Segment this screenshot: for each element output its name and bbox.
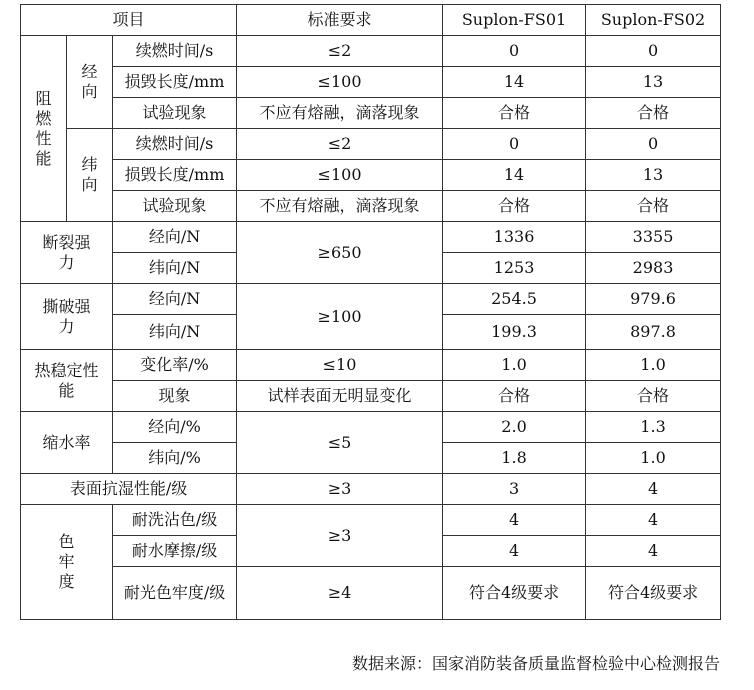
standard-cell: ≤100 (237, 67, 443, 98)
tearing-label: 撕破强力 (21, 284, 113, 350)
sample-1-cell: 3 (443, 474, 586, 505)
sample-1-cell: 0 (443, 36, 586, 67)
item-cell: 损毁长度/mm (113, 160, 237, 191)
flame-weft-label: 纬向 (67, 129, 113, 222)
table-row (21, 284, 721, 315)
sample-2-cell: 合格 (586, 381, 721, 412)
sample-2-cell: 13 (586, 160, 721, 191)
sample-2-cell: 2983 (586, 253, 721, 284)
sample-1-cell: 合格 (443, 191, 586, 222)
item-cell: 耐洗沾色/级 (113, 505, 237, 536)
standard-cell: ≤5 (237, 412, 443, 474)
standard-cell: 不应有熔融，滴落现象 (237, 98, 443, 129)
sample-1-cell: 4 (443, 536, 586, 567)
table-row (21, 160, 721, 191)
table-row (21, 67, 721, 98)
header-sample-1: Suplon-FS01 (443, 5, 586, 36)
sample-2-cell: 1.3 (586, 412, 721, 443)
sample-1-cell: 14 (443, 160, 586, 191)
sample-1-cell: 0 (443, 129, 586, 160)
flame-warp-label: 经向 (67, 36, 113, 129)
standard-cell: ≤2 (237, 129, 443, 160)
sample-2-cell: 13 (586, 67, 721, 98)
sample-1-cell: 254.5 (443, 284, 586, 315)
item-cell: 经向/N (113, 222, 237, 253)
sample-1-cell: 合格 (443, 98, 586, 129)
item-cell: 纬向/% (113, 443, 237, 474)
sample-2-cell: 979.6 (586, 284, 721, 315)
sample-1-cell: 14 (443, 67, 586, 98)
table-row (21, 412, 721, 443)
table-row (21, 350, 721, 381)
header-row (21, 5, 721, 36)
wetting-label: 表面抗湿性能/级 (21, 474, 237, 505)
sample-1-cell: 4 (443, 505, 586, 536)
sample-2-cell: 0 (586, 129, 721, 160)
item-cell: 耐光色牢度/级 (113, 567, 237, 620)
sample-1-cell: 1253 (443, 253, 586, 284)
shrinkage-label: 缩水率 (21, 412, 113, 474)
item-cell: 纬向/N (113, 315, 237, 350)
item-cell: 耐水摩擦/级 (113, 536, 237, 567)
table-row (21, 191, 721, 222)
standard-cell: ≤100 (237, 160, 443, 191)
standard-cell: ≥100 (237, 284, 443, 350)
sample-2-cell: 符合4级要求 (586, 567, 721, 620)
table-row (21, 474, 721, 505)
flame-group-label: 阻燃性能 (21, 36, 67, 222)
sample-1-cell: 合格 (443, 381, 586, 412)
item-cell: 变化率/% (113, 350, 237, 381)
standard-cell: ≤2 (237, 36, 443, 67)
standard-cell: ≤10 (237, 350, 443, 381)
sample-2-cell: 0 (586, 36, 721, 67)
item-cell: 试验现象 (113, 98, 237, 129)
sample-2-cell: 4 (586, 505, 721, 536)
sample-2-cell: 合格 (586, 98, 721, 129)
standard-cell: 试样表面无明显变化 (237, 381, 443, 412)
sample-2-cell: 1.0 (586, 443, 721, 474)
color-fastness-label: 色牢度 (21, 505, 113, 620)
sample-2-cell: 3355 (586, 222, 721, 253)
standard-cell: 不应有熔融，滴落现象 (237, 191, 443, 222)
sample-2-cell: 1.0 (586, 350, 721, 381)
sample-2-cell: 4 (586, 536, 721, 567)
test-results-table (20, 4, 721, 620)
table-row (21, 129, 721, 160)
table-row (21, 381, 721, 412)
standard-cell: ≥3 (237, 505, 443, 567)
header-item: 项目 (21, 5, 237, 36)
table-row (21, 505, 721, 536)
breaking-label: 断裂强力 (21, 222, 113, 284)
table-row (21, 98, 721, 129)
item-cell: 纬向/N (113, 253, 237, 284)
standard-cell: ≥4 (237, 567, 443, 620)
item-cell: 现象 (113, 381, 237, 412)
sample-1-cell: 1.0 (443, 350, 586, 381)
sample-1-cell: 199.3 (443, 315, 586, 350)
thermal-label: 热稳定性能 (21, 350, 113, 412)
item-cell: 试验现象 (113, 191, 237, 222)
standard-cell: ≥650 (237, 222, 443, 284)
sample-1-cell: 2.0 (443, 412, 586, 443)
source-note: 数据来源：国家消防装备质量监督检验中心检测报告 (351, 654, 720, 673)
item-cell: 经向/% (113, 412, 237, 443)
table-row (21, 567, 721, 620)
item-cell: 续燃时间/s (113, 36, 237, 67)
item-cell: 经向/N (113, 284, 237, 315)
item-cell: 续燃时间/s (113, 129, 237, 160)
item-cell: 损毁长度/mm (113, 67, 237, 98)
sample-1-cell: 符合4级要求 (443, 567, 586, 620)
sample-1-cell: 1336 (443, 222, 586, 253)
table-row (21, 222, 721, 253)
standard-cell: ≥3 (237, 474, 443, 505)
sample-2-cell: 4 (586, 474, 721, 505)
header-standard: 标准要求 (237, 5, 443, 36)
sample-1-cell: 1.8 (443, 443, 586, 474)
table-row (21, 36, 721, 67)
sample-2-cell: 合格 (586, 191, 721, 222)
header-sample-2: Suplon-FS02 (586, 5, 721, 36)
sample-2-cell: 897.8 (586, 315, 721, 350)
